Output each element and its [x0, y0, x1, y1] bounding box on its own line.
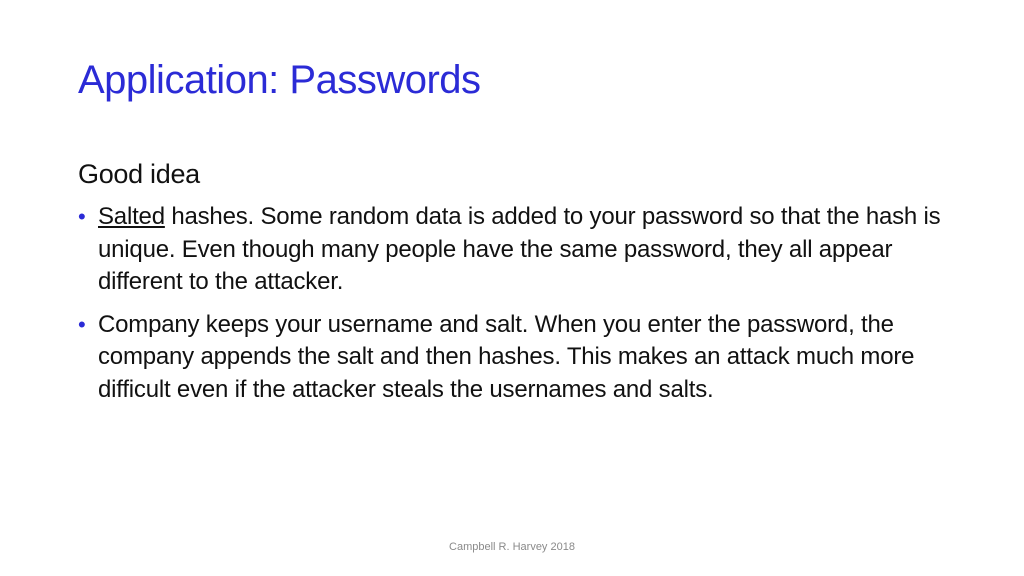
bullet-text: hashes. Some random data is added to your password so that the hash is unique. Even though many people have the same password, they all appear different to the attacker.: [98, 203, 941, 295]
bullet-item-salted-hashes: [78, 201, 948, 299]
bullet-marker: •: [78, 311, 86, 337]
bullet-list: [78, 201, 948, 406]
footer-credit: Campbell R. Harvey 2018: [449, 541, 575, 553]
bullet-text: Company keeps your username and salt. When you enter the password, the company appends the salt and then hashes. This makes an attack much more difficult even if the attacker steals the usernames and salts.: [98, 310, 915, 403]
bullet-item-company-salt: [78, 309, 948, 407]
slide-body: [78, 155, 948, 416]
subheading: Good idea: [78, 159, 200, 189]
underlined-term: Salted: [98, 203, 165, 230]
bullet-marker: •: [78, 204, 86, 229]
slide-title: Application: Passwords: [78, 58, 481, 102]
